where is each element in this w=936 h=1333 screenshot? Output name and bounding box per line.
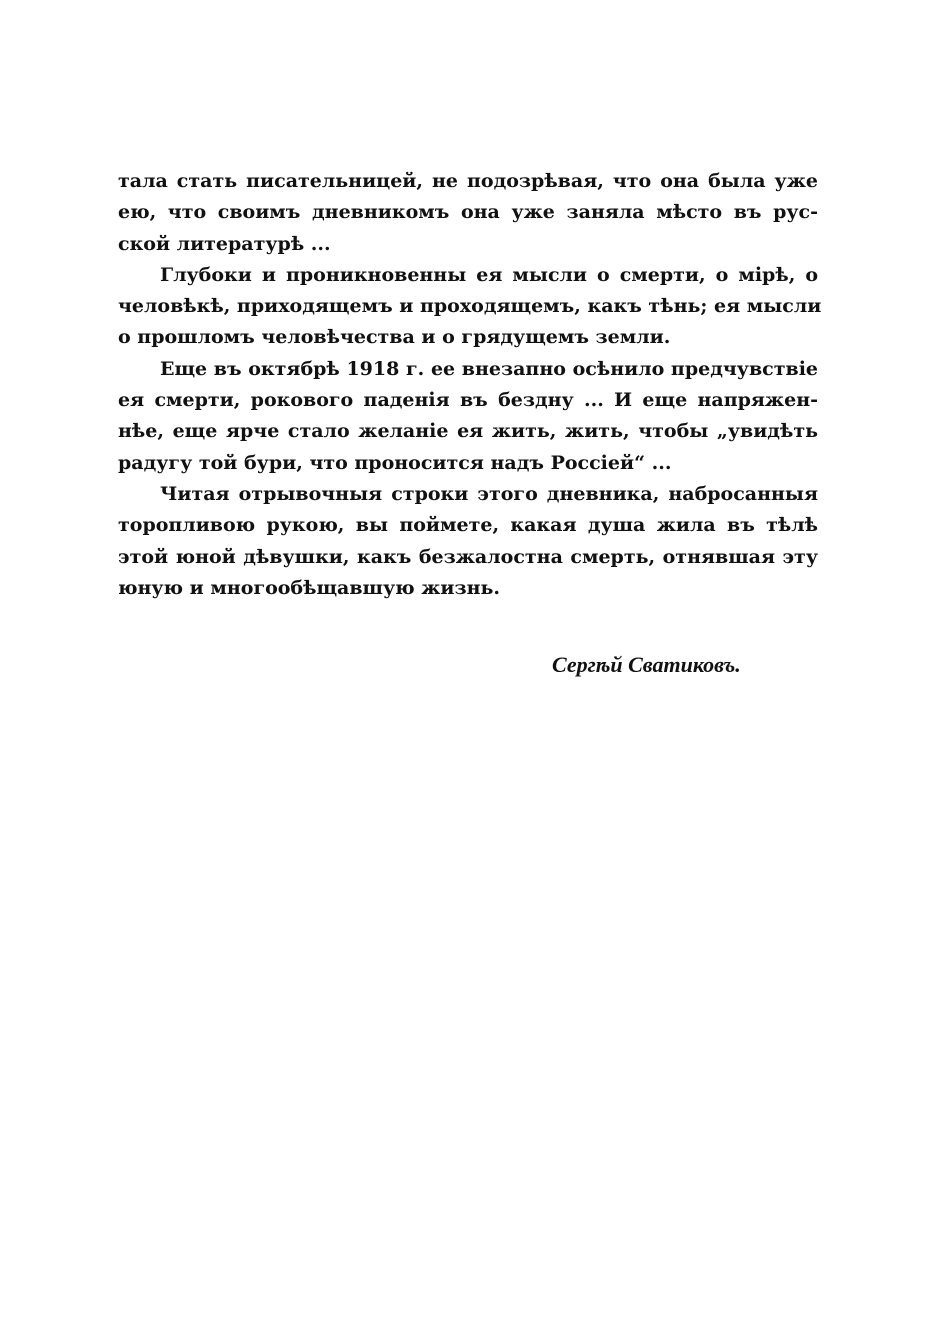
- text-line: ею, что своимъ дневникомъ она уже заняла мѣсто въ рус-: [118, 201, 818, 224]
- text-line: Еще въ октябрѣ 1918 г. ее внезапно осѣнило предчувствіе: [160, 357, 818, 380]
- paragraph: [118, 354, 818, 479]
- body-text: [118, 166, 822, 604]
- paragraph: [118, 260, 822, 354]
- text-line: ской литературѣ ...: [118, 232, 331, 255]
- text-line: нѣе, еще ярче стало желаніе ея жить, жить, чтобы „увидѣть: [118, 420, 818, 443]
- text-line: этой юной дѣвушки, какъ безжалостна смерть, отнявшая эту: [118, 545, 818, 568]
- paragraph: [118, 479, 818, 604]
- text-line: о прошломъ человѣчества и о грядущемъ земли.: [118, 326, 671, 349]
- text-line: Глубоки и проникновенны ея мысли о смерти, о мірѣ, о: [160, 263, 818, 286]
- text-line: тала стать писательницей, не подозрѣвая, что она была уже: [118, 170, 818, 192]
- text-line: Читая отрывочныя строки этого дневника, набросанныя: [160, 482, 818, 505]
- text-line: юную и многообѣщавшую жизнь.: [118, 576, 501, 599]
- text-line: торопливою рукою, вы поймете, какая душа жила въ тѣлѣ: [118, 514, 818, 537]
- text-line: ея смерти, рокового паденія въ бездну ... И еще напряжен-: [118, 389, 818, 412]
- text-line: радугу той бури, что проносится надъ Россіей“ ...: [118, 451, 672, 474]
- text-line: человѣкѣ, приходящемъ и проходящемъ, какъ тѣнь; ея мысли: [118, 295, 822, 318]
- paragraph: [118, 166, 818, 260]
- author-signature: Сергѣй Сватиковъ.: [552, 652, 741, 677]
